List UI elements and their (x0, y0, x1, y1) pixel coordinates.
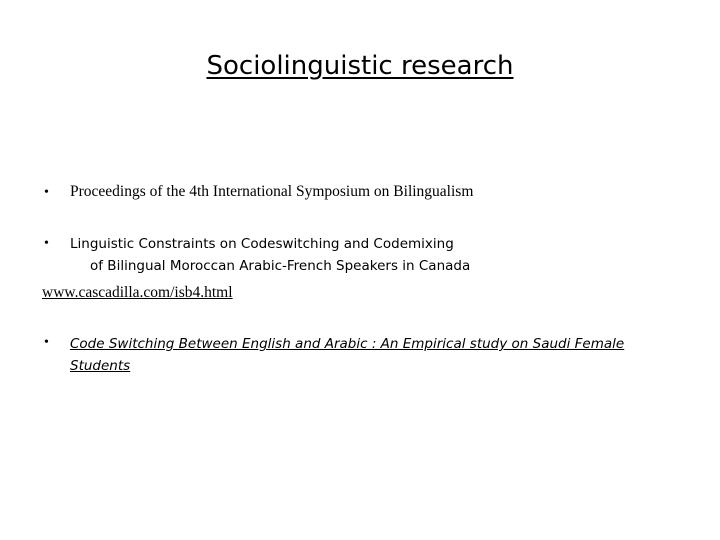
bullet-text-line: of Bilingual Moroccan Arabic-French Speakers in Canada (90, 258, 471, 274)
bullet-text-line: Students (70, 358, 131, 374)
cascadilla-link[interactable]: www.cascadilla.com/isb4.html (42, 284, 233, 301)
bullet-link-code-switching[interactable] (70, 333, 670, 377)
bullet-icon: • (44, 185, 49, 200)
bullet-icon: • (44, 236, 49, 251)
bullet-text-line: Linguistic Constraints on Codeswitching and Codemixing (70, 236, 454, 252)
bullet-icon: • (44, 335, 49, 350)
bullet-text-proceedings: Proceedings of the 4th International Symposium on Bilingualism (70, 183, 474, 200)
bullet-text-line: Code Switching Between English and Arabic : An Empirical study on Saudi Female (70, 336, 625, 352)
bullet-text-linguistic-constraints (70, 233, 470, 277)
slide-title: Sociolinguistic research (206, 51, 514, 81)
